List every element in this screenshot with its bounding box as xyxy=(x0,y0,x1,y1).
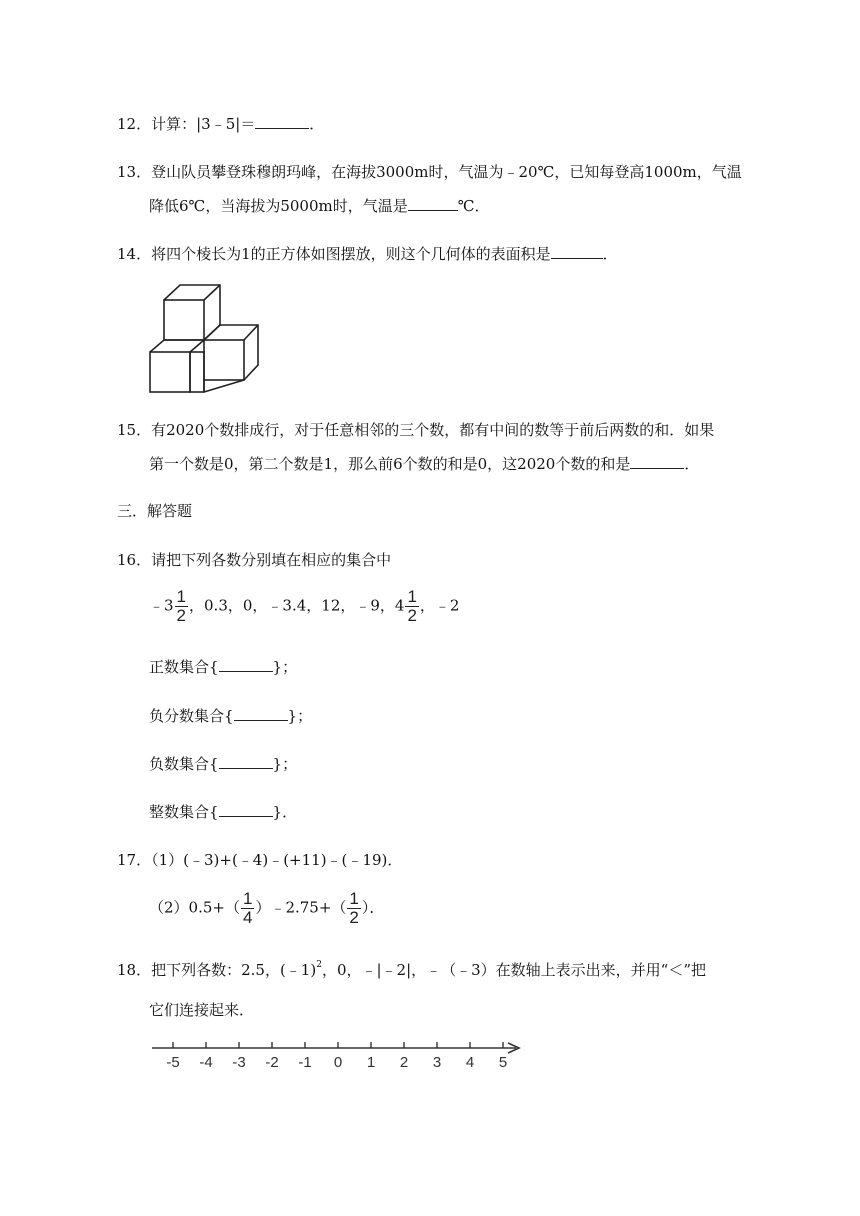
question-text: 第一个数是0，第二个数是1，那么前6个数的和是0，这2020个数的和是 xyxy=(149,455,631,473)
fraction-one-half xyxy=(405,588,418,625)
question-18-line2 xyxy=(149,999,254,1020)
fraction-numerator: 1 xyxy=(349,889,359,908)
question-number: 15． xyxy=(117,421,152,439)
answer-blank[interactable] xyxy=(630,454,684,469)
question-end: ． xyxy=(602,245,618,263)
question-text: 有2020个数排成行，对于任意相邻的三个数，都有中间的数等于前后两数的和．如果 xyxy=(151,421,715,439)
number-line-tick-label: 2 xyxy=(399,1054,409,1071)
question-text: 计算：|3﹣5|＝ xyxy=(151,115,256,133)
number-line-tick-label: 0 xyxy=(333,1054,343,1071)
fraction-denominator: 2 xyxy=(349,908,359,927)
question-text: 把下列各数：2.5，(﹣1) xyxy=(151,961,317,979)
fraction-one-half xyxy=(175,588,188,625)
fraction-denominator: 2 xyxy=(176,606,187,625)
number-line-tick-label: 1 xyxy=(366,1054,376,1071)
number-line-tick-label: 3 xyxy=(432,1054,442,1071)
question-number: 17． xyxy=(117,851,152,869)
number-list-tail: ，﹣2 xyxy=(419,596,460,615)
number-line-tick-label: -5 xyxy=(166,1054,180,1071)
question-13-line1 xyxy=(117,161,742,182)
question-end: ． xyxy=(684,455,700,473)
set-label: 整数集合{ xyxy=(149,803,219,821)
question-end: ℃． xyxy=(457,197,490,215)
answer-blank[interactable] xyxy=(219,802,273,817)
fraction-numerator: 1 xyxy=(242,889,253,908)
set-negative-fraction xyxy=(149,705,312,726)
set-label: 负数集合{ xyxy=(149,755,219,773)
set-negative xyxy=(149,753,297,774)
question-12 xyxy=(117,113,324,134)
set-end: }； xyxy=(272,658,298,676)
question-17-part1 xyxy=(117,849,402,870)
number-line-tick-label: -4 xyxy=(199,1054,213,1071)
question-14 xyxy=(117,243,618,264)
question-text: 降低6℃，当海拔为5000m时，气温是 xyxy=(149,197,408,215)
question-end: ． xyxy=(309,115,325,133)
question-number: 16． xyxy=(117,551,152,569)
number-line-tick-label: 4 xyxy=(465,1054,475,1071)
number-line-tick-label: 5 xyxy=(498,1054,508,1071)
expression-part: ）﹣2.75+（ xyxy=(255,898,347,917)
question-13-line2 xyxy=(149,195,490,216)
set-positive xyxy=(149,656,297,677)
answer-blank[interactable] xyxy=(219,754,273,769)
answer-blank[interactable] xyxy=(234,706,288,721)
fraction-neg-one-half xyxy=(347,890,360,927)
answer-blank[interactable] xyxy=(255,114,309,129)
question-number: 18． xyxy=(117,961,152,979)
answer-blank[interactable] xyxy=(551,244,603,259)
question-18-line1 xyxy=(117,959,706,980)
question-15-line2 xyxy=(149,453,699,474)
set-end: }； xyxy=(287,707,313,725)
set-integer xyxy=(149,801,297,822)
exponent: 2 xyxy=(316,960,322,970)
fraction-numerator: 1 xyxy=(176,587,187,606)
expression-part: （2）0.5+（ xyxy=(149,898,240,917)
question-number: 13． xyxy=(117,163,152,181)
number-line-tick-label: -2 xyxy=(265,1054,279,1071)
question-text: 它们连接起来． xyxy=(149,1001,255,1019)
fraction-numerator: 1 xyxy=(407,587,417,606)
question-text: （1）(﹣3)+(﹣4)﹣(+11)﹣(﹣19)． xyxy=(151,851,403,869)
number-line xyxy=(148,1036,528,1076)
question-text: ，0，﹣|﹣2|，﹣（﹣3）在数轴上表示出来，并用“＜”把 xyxy=(321,961,707,979)
set-label: 正数集合{ xyxy=(149,658,219,676)
question-text: 请把下列各数分别填在相应的集合中 xyxy=(151,551,392,569)
number-list xyxy=(149,588,459,625)
expression-part: ）． xyxy=(361,898,385,917)
question-15-line1 xyxy=(117,419,714,440)
number-list-middle: ，0.3，0，﹣3.4，12，﹣9，4 xyxy=(189,596,405,615)
section-heading: 三．解答题 xyxy=(117,502,193,520)
question-number: 12． xyxy=(117,115,152,133)
mixed-number-sign: ﹣3 xyxy=(149,596,174,615)
question-17-part2 xyxy=(149,890,384,927)
set-end: }． xyxy=(272,803,298,821)
question-16 xyxy=(117,549,391,570)
fraction-denominator: 4 xyxy=(242,908,253,927)
fraction-denominator: 2 xyxy=(407,606,417,625)
question-text: 登山队员攀登珠穆朗玛峰，在海拔3000m时，气温为﹣20℃，已知每登高1000m，气温 xyxy=(151,163,742,181)
set-label: 负分数集合{ xyxy=(149,707,234,725)
number-line-tick-label: -3 xyxy=(232,1054,246,1071)
question-number: 14． xyxy=(117,245,152,263)
cubes-figure xyxy=(146,282,262,394)
number-line-tick-label: -1 xyxy=(298,1054,312,1071)
set-end: }； xyxy=(272,755,298,773)
answer-blank[interactable] xyxy=(408,196,458,211)
fraction-neg-one-quarter xyxy=(241,890,254,927)
answer-blank[interactable] xyxy=(219,657,273,672)
question-text: 将四个棱长为1的正方体如图摆放，则这个几何体的表面积是 xyxy=(151,245,551,263)
